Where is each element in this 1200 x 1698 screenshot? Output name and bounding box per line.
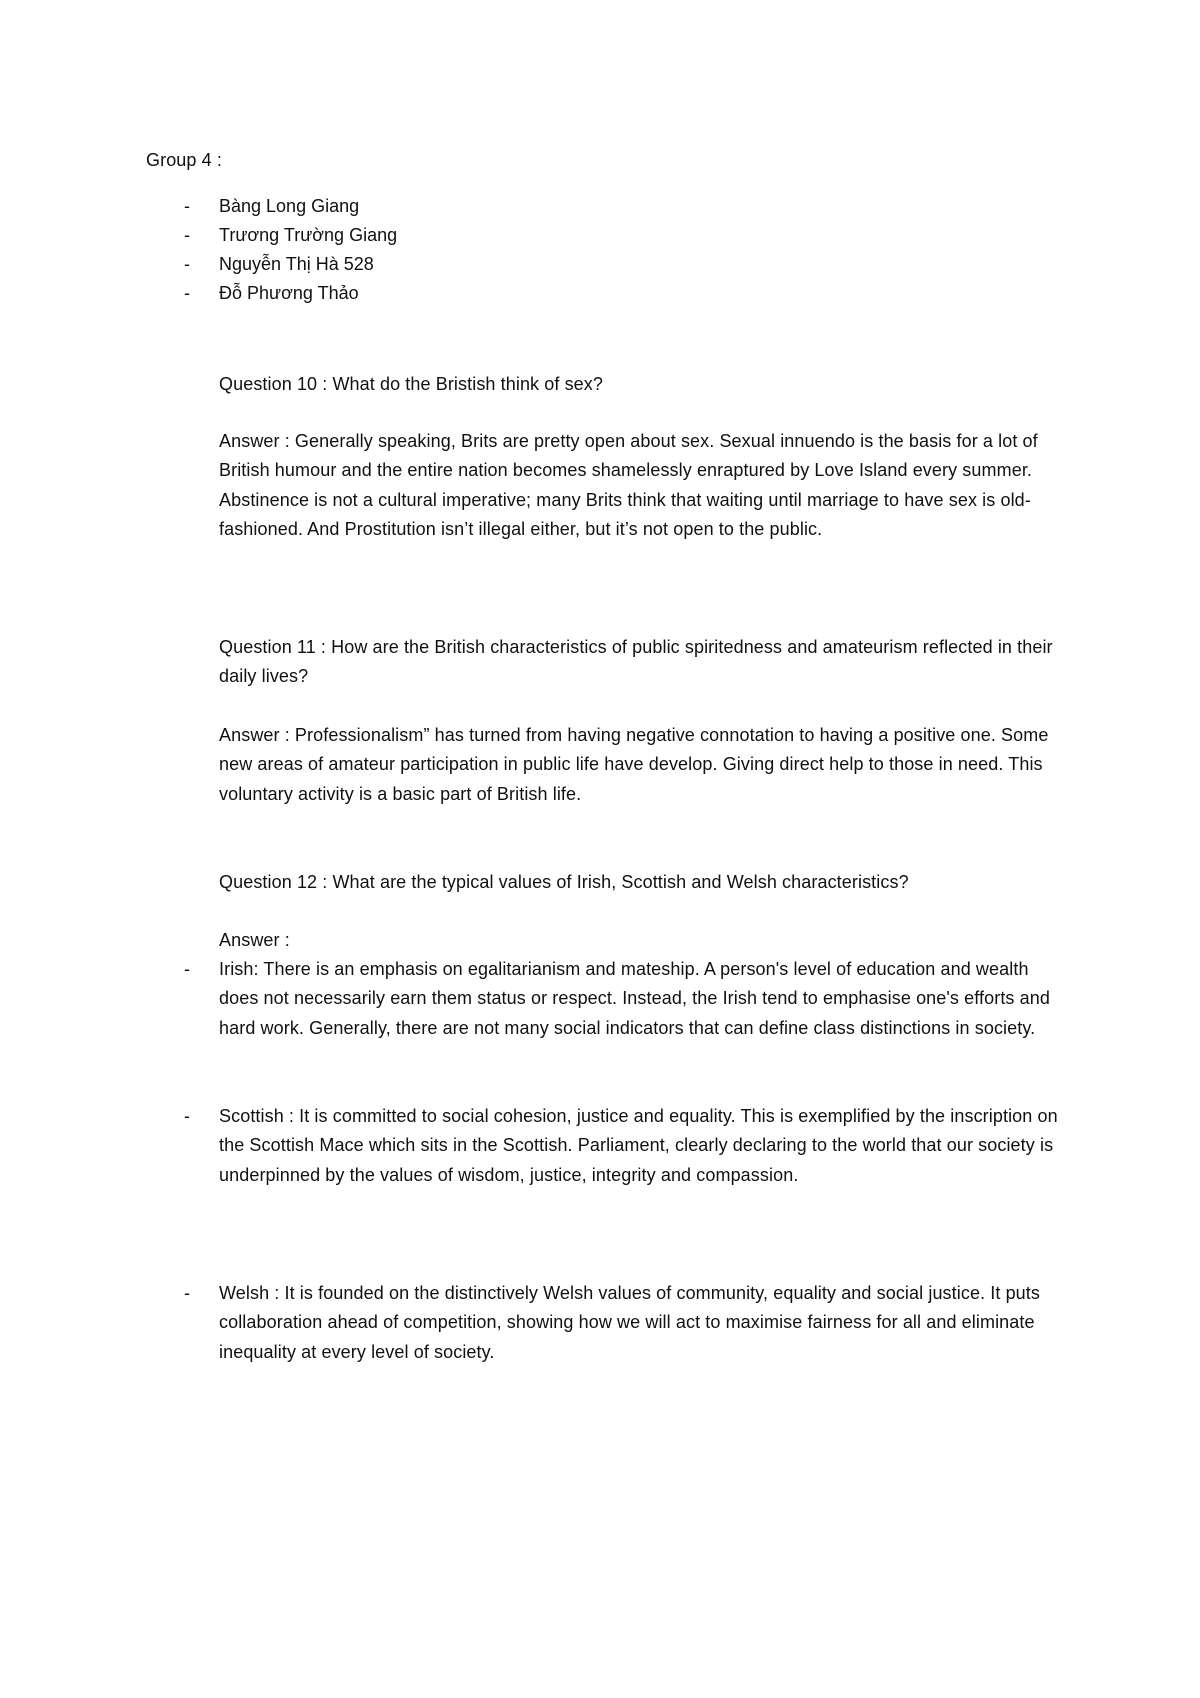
member-name: Nguyễn Thị Hà 528 xyxy=(219,254,374,274)
list-dash: - xyxy=(184,283,190,303)
question-12: Question 12 : What are the typical values of Irish, Scottish and Welsh characteristics? xyxy=(219,872,909,892)
list-dash: - xyxy=(184,254,190,274)
scottish-values: Scottish : It is committed to social cohesion, justice and equality. This is exemplified by the inscription on the Scottish Mace which sits in the Scottish. Parliament, clearly declaring to the world that our society is underpinned by the values of wisdom, justice, integrity and compassion. xyxy=(219,1106,1058,1185)
list-dash: - xyxy=(184,959,190,979)
answer-11: Answer : Professionalism” has turned from having negative connotation to having a positive one. Some new areas of amateur participation in public life have develop. Giving direct help to those in need. This voluntary activity is a basic part of British life. xyxy=(219,725,1049,804)
question-10: Question 10 : What do the Bristish think of sex? xyxy=(219,374,603,394)
list-dash: - xyxy=(184,1283,190,1303)
list-dash: - xyxy=(184,196,190,216)
irish-values: Irish: There is an emphasis on egalitarianism and mateship. A person's level of education and wealth does not necessarily earn them status or respect. Instead, the Irish tend to emphasise one's efforts and hard work. Generally, there are not many social indicators that can define class distinctions in society. xyxy=(219,959,1050,1038)
answer-10: Answer : Generally speaking, Brits are pretty open about sex. Sexual innuendo is the basis for a lot of British humour and the entire nation becomes shamelessly enraptured by Love Island every summer. Abstinence is not a cultural imperative; many Brits think that waiting until marriage to have sex is old-fashioned. And Prostitution isn’t illegal either, but it’s not open to the public. xyxy=(219,431,1038,540)
member-name: Bàng Long Giang xyxy=(219,196,360,216)
list-dash: - xyxy=(184,225,190,245)
group-heading: Group 4 : xyxy=(146,150,222,170)
member-name: Đỗ Phương Thảo xyxy=(219,283,359,303)
list-dash: - xyxy=(184,1106,190,1126)
welsh-values: Welsh : It is founded on the distinctively Welsh values of community, equality and social justice. It puts collaboration ahead of competition, showing how we will act to maximise fairness for all and eliminate inequality at every level of society. xyxy=(219,1283,1040,1362)
member-name: Trương Trường Giang xyxy=(219,225,398,245)
answer-12-label: Answer : xyxy=(219,930,290,950)
question-11: Question 11 : How are the British characteristics of public spiritedness and amateurism reflected in their daily lives? xyxy=(219,637,1053,687)
